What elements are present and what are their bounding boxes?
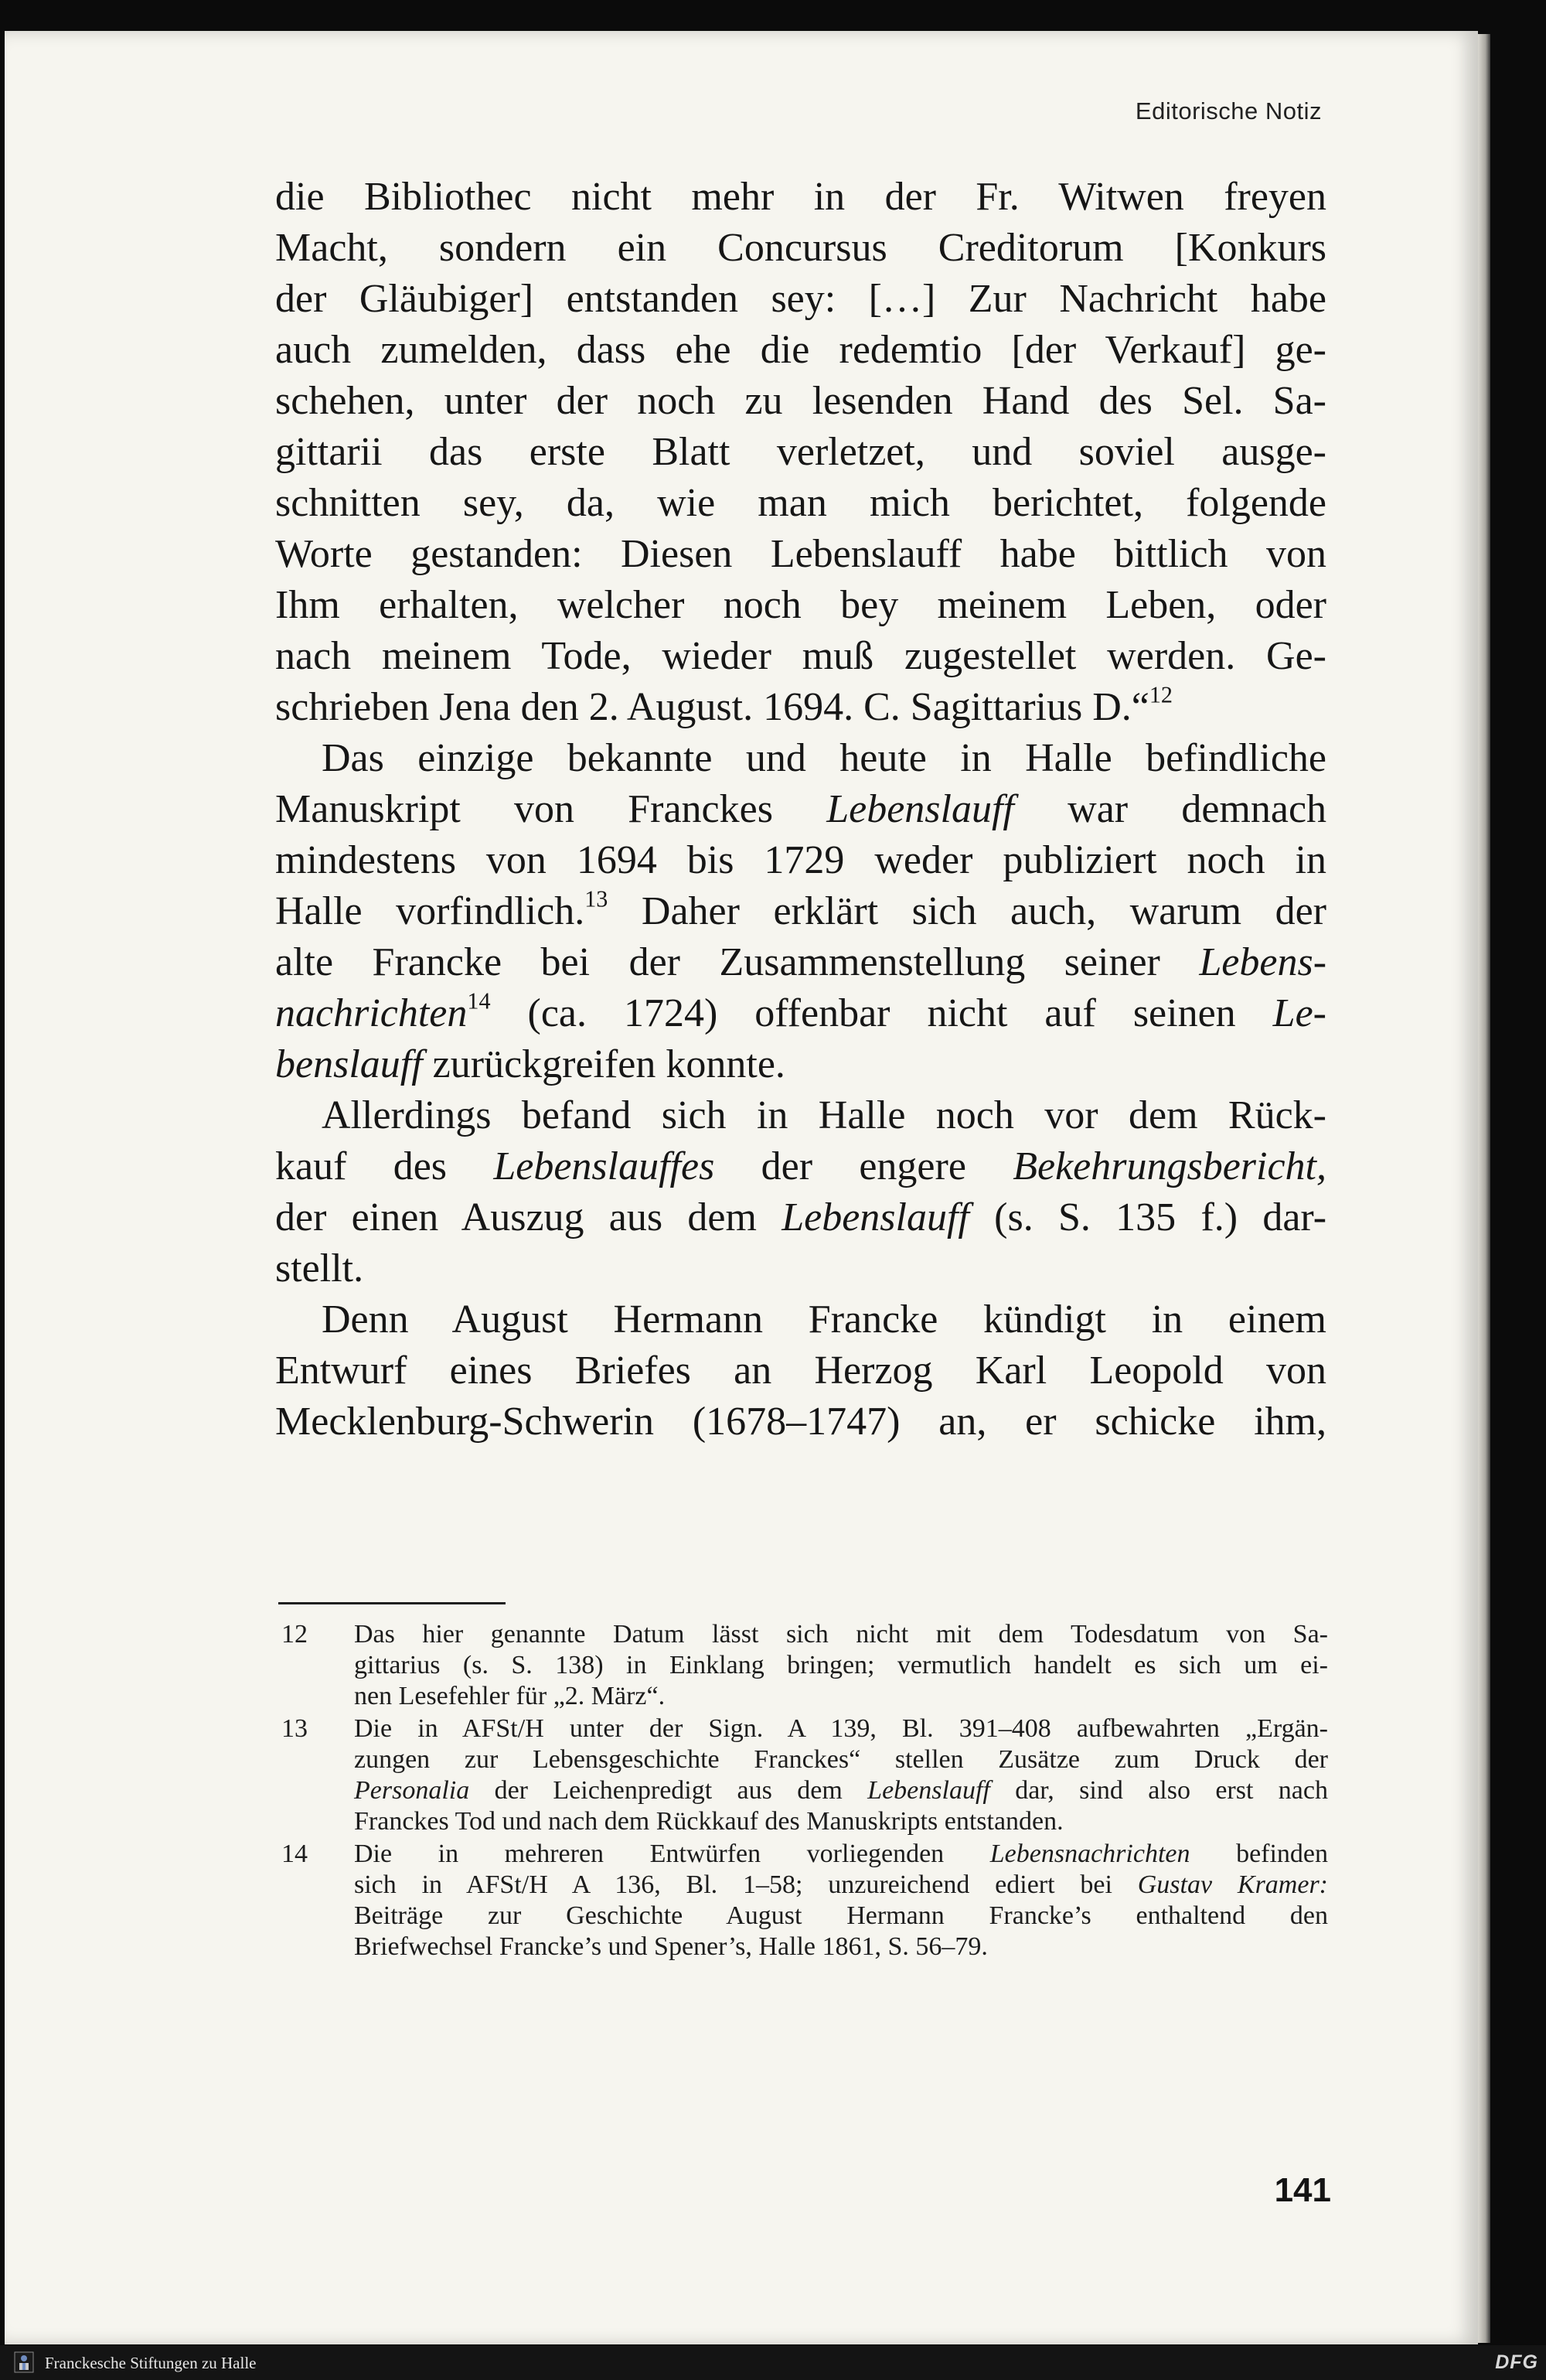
text-line: Macht, sondern ein Concursus Creditorum [Konkurs — [275, 226, 1326, 270]
text-line: kauf des Lebenslauffes der engere Bekehrungsbericht, — [275, 1144, 1326, 1188]
running-head: Editorische Notiz — [1135, 97, 1322, 124]
footnote-14 — [281, 1839, 1328, 1962]
footnote-line: Personalia der Leichenpredigt aus dem Lebenslauff dar, sind also erst nach — [354, 1776, 1328, 1805]
footnote-line: zungen zur Lebensgeschichte Franckes“ stellen Zusätze zum Druck der — [354, 1745, 1328, 1774]
footnote-number: 12 — [281, 1620, 308, 1649]
footnote-number: 13 — [281, 1714, 308, 1743]
footnote-line: Die in AFSt/H unter der Sign. A 139, Bl. 391–408 aufbewahrten „Ergän- — [354, 1714, 1328, 1743]
text-line: Halle vorfindlich.$^{13}$ Daher erklärt sich auch, warum der — [275, 885, 1326, 933]
footnote-line: Franckes Tod und nach dem Rückkauf des Manuskripts entstanden. — [354, 1807, 1064, 1836]
footnote-line: sich in AFSt/H A 136, Bl. 1–58; unzureichend ediert bei Gustav Kramer: — [354, 1870, 1328, 1899]
page-edge-shadow — [1478, 34, 1490, 2343]
footnotes — [281, 1619, 1328, 1964]
footnote-line: Das hier genannte Datum lässt sich nicht mit dem Todesdatum von Sa- — [354, 1620, 1328, 1649]
body-text — [275, 172, 1326, 1447]
text-line: benslauff zurückgreifen konnte. — [275, 1042, 785, 1086]
footnote-13 — [281, 1713, 1328, 1837]
paragraph-start: Das einzige bekannte und heute in Halle befindliche — [322, 736, 1326, 780]
paragraph-start: Allerdings befand sich in Halle noch vor dem Rück- — [322, 1093, 1326, 1137]
footnote-12 — [281, 1619, 1328, 1712]
institution-link[interactable]: Franckesche Stiftungen zu Halle — [45, 2354, 257, 2372]
dfg-logo: DFG — [1495, 2351, 1538, 2373]
footnote-ref-14[interactable]: 14 — [467, 987, 491, 1014]
text-line: nachrichten$^{14}$ (ca. 1724) offenbar nicht auf seinen Le- — [275, 987, 1326, 1035]
paragraph-start: Denn August Hermann Francke kündigt in einem — [322, 1297, 1326, 1342]
text-line: der Gläubiger] entstanden sey: […] Zur Nachricht habe — [275, 277, 1326, 321]
footnote-line: Briefwechsel Francke’s und Spener’s, Halle 1861, S. 56–79. — [354, 1932, 988, 1961]
footnote-separator — [278, 1602, 506, 1604]
text-line: schnitten sey, da, wie man mich berichtet, folgende — [275, 481, 1326, 525]
text-line: die Bibliothec nicht mehr in der Fr. Witwen freyen — [275, 175, 1326, 219]
footnote-ref-13[interactable]: 13 — [584, 885, 608, 912]
text-line: stellt. — [275, 1246, 364, 1291]
footnote-line: nen Lesefehler für „2. März“. — [354, 1682, 666, 1710]
foundation-crest-icon[interactable] — [12, 2351, 36, 2374]
text-line: Ihm erhalten, welcher noch bey meinem Leben, oder — [275, 583, 1326, 627]
footnote-line: Beiträge zur Geschichte August Hermann Francke’s enthaltend den — [354, 1901, 1328, 1930]
text-line: mindestens von 1694 bis 1729 weder publiziert noch in — [275, 838, 1326, 882]
page-number: 141 — [1274, 2171, 1331, 2209]
text-line: Entwurf eines Briefes an Herzog Karl Leopold von — [275, 1349, 1326, 1393]
text-line: Worte gestanden: Diesen Lebenslauff habe bittlich von — [275, 532, 1326, 576]
text-line: alte Francke bei der Zusammenstellung seiner Lebens- — [275, 940, 1327, 984]
text-line: schrieben Jena den 2. August. 1694. C. Sagittarius D.“$^{12}$ — [275, 681, 1173, 729]
text-line: gittarii das erste Blatt verletzet, und soviel ausge- — [275, 430, 1326, 474]
footnote-line: gittarius (s. S. 138) in Einklang bringen; vermutlich handelt es sich um ei- — [354, 1651, 1328, 1679]
footnote-number: 14 — [281, 1840, 308, 1868]
footnote-line: Die in mehreren Entwürfen vorliegenden Lebensnachrichten befinden — [354, 1840, 1329, 1868]
text-line: Mecklenburg-Schwerin (1678–1747) an, er schicke ihm, — [275, 1400, 1326, 1444]
text-line: nach meinem Tode, wieder muß zugestellet werden. Ge- — [275, 634, 1326, 678]
text-line: der einen Auszug aus dem Lebenslauff (s. S. 135 f.) dar- — [275, 1195, 1327, 1239]
text-line: auch zumelden, dass ehe die redemtio [der Verkauf] ge- — [275, 328, 1326, 372]
footnote-ref-12[interactable]: 12 — [1149, 681, 1173, 708]
text-line: Manuskript von Franckes Lebenslauff war demnach — [275, 787, 1327, 831]
text-line: schehen, unter der noch zu lesenden Hand des Sel. Sa- — [275, 379, 1326, 423]
